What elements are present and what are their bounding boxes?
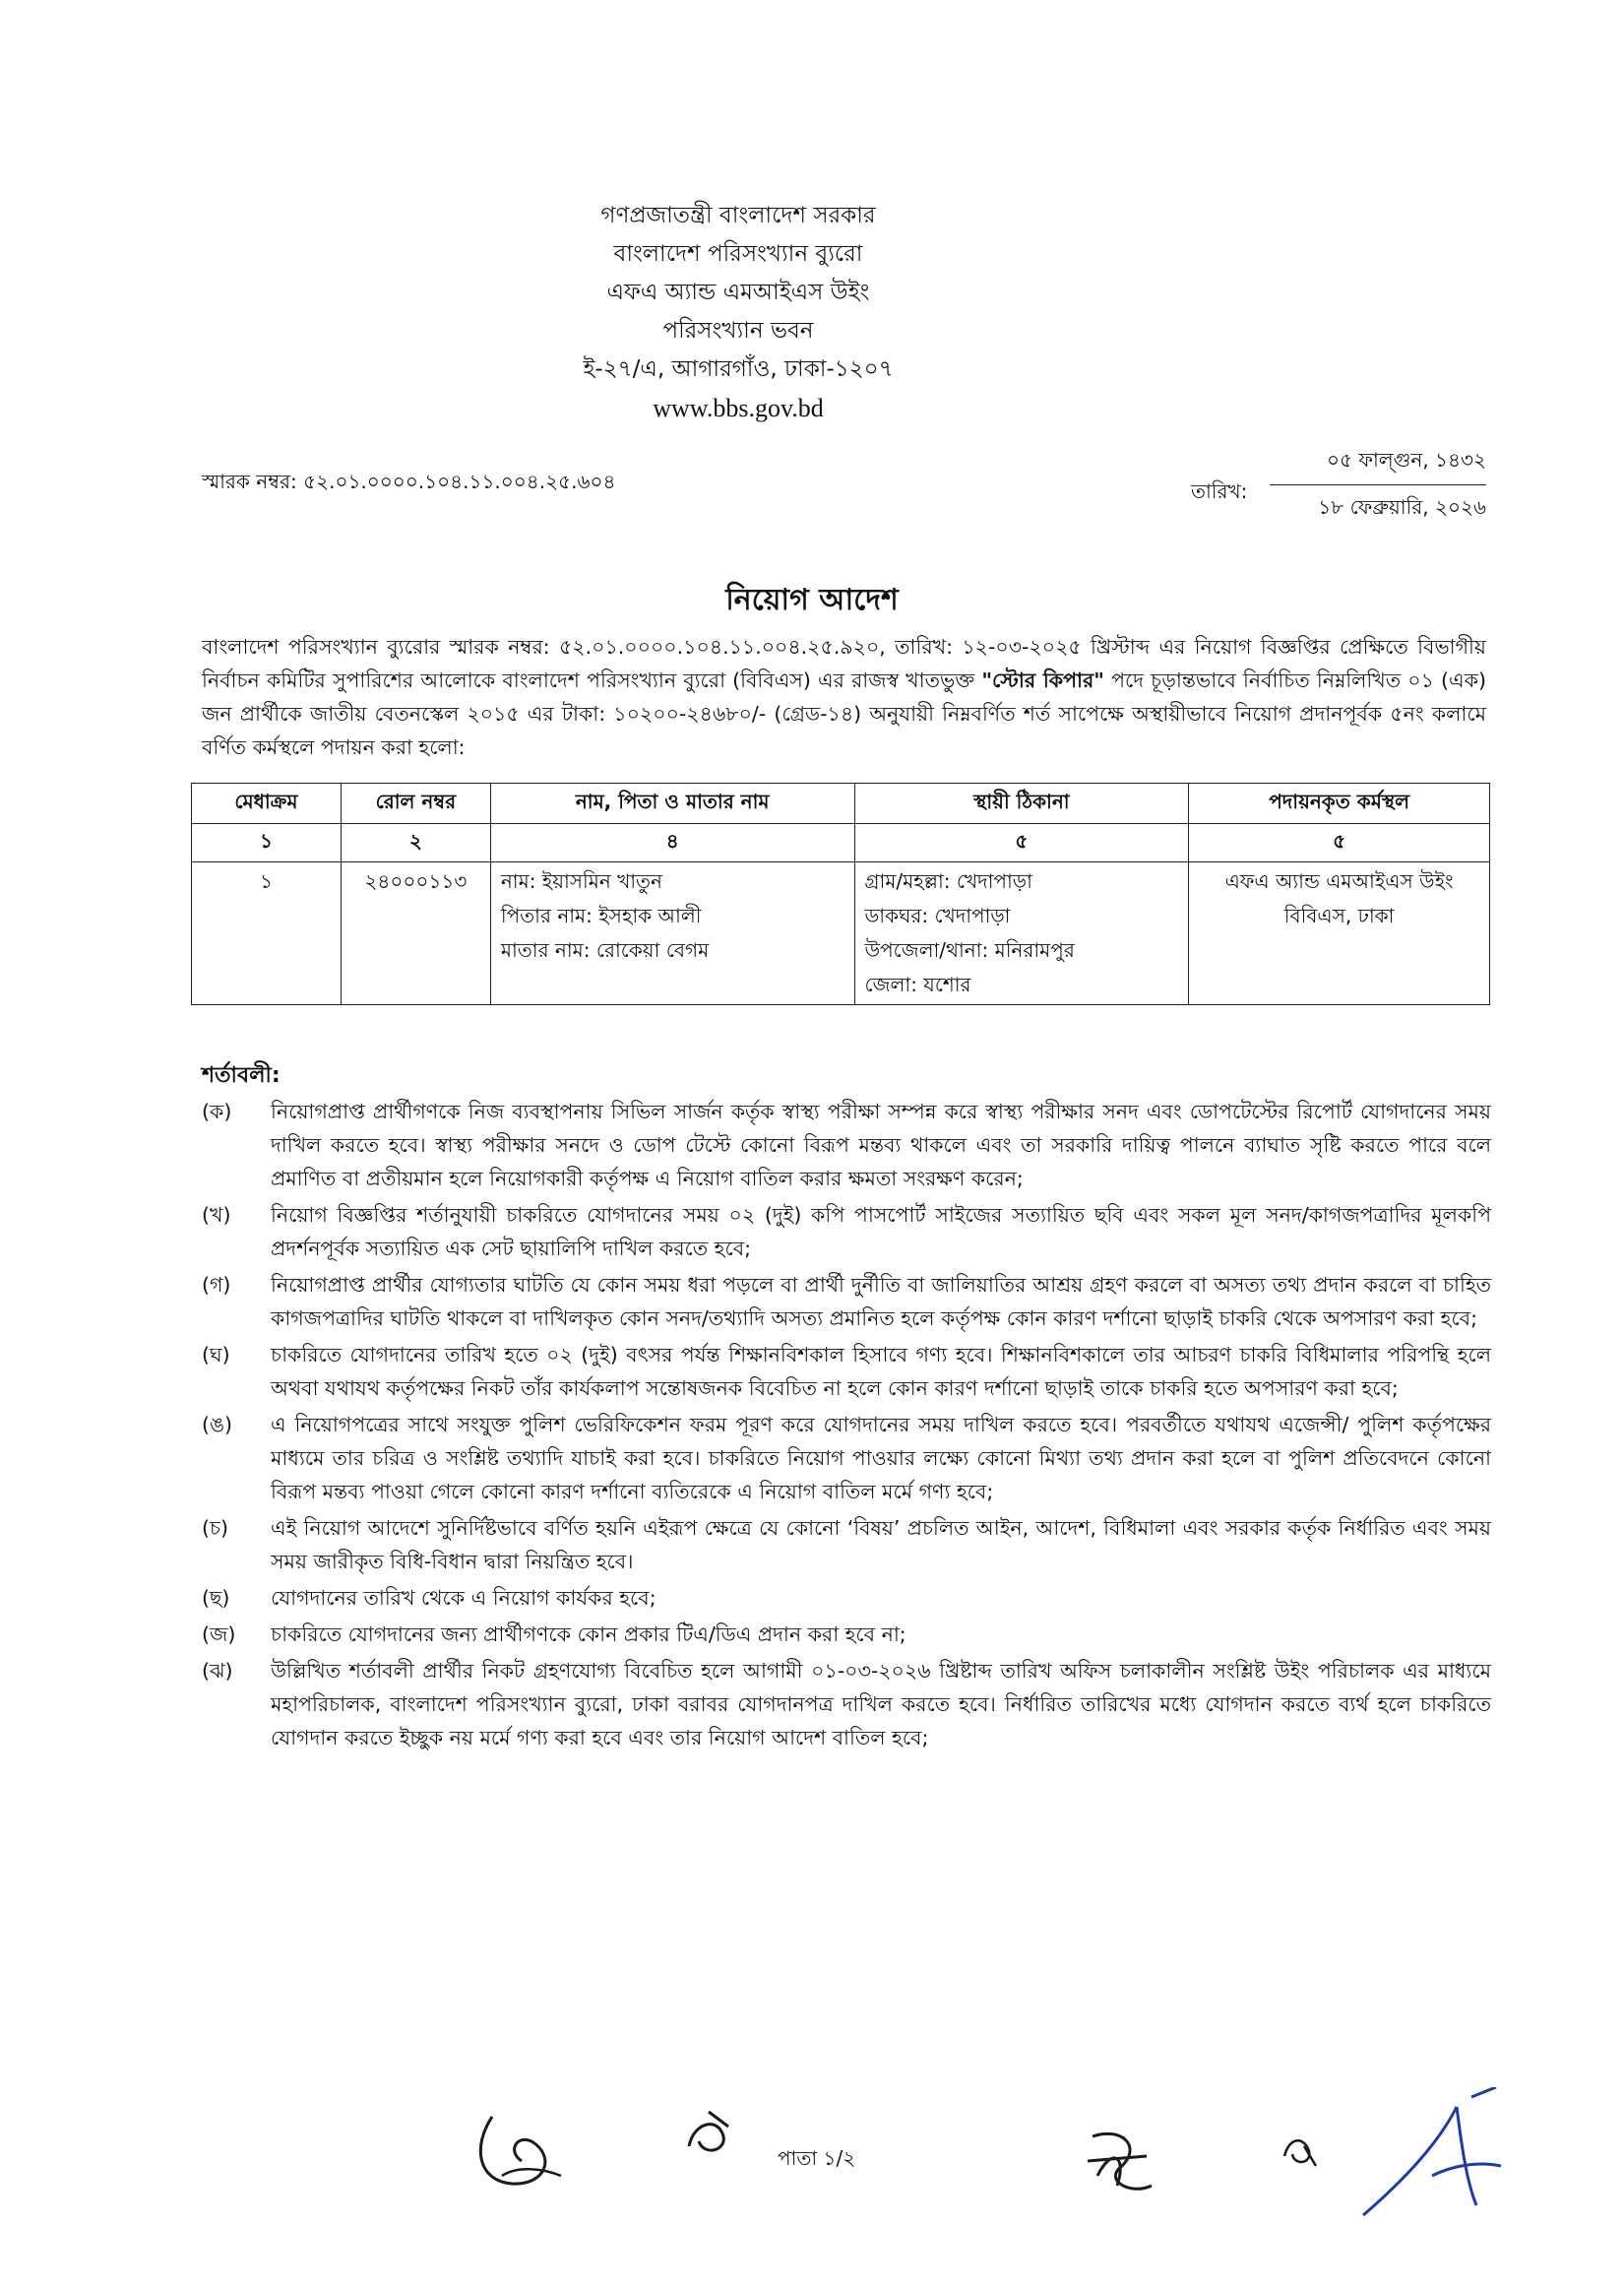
govt-name: গণপ্রজাতন্ত্রী বাংলাদেশ সরকার — [600, 203, 876, 228]
page-number: পাতা ১/২ — [778, 2146, 856, 2170]
condition-item — [202, 1338, 1491, 1405]
condition-item — [202, 1408, 1491, 1508]
cell-name — [490, 862, 854, 1005]
cell-merit: ১ — [192, 862, 342, 1005]
officer-signature — [1358, 2087, 1506, 2225]
col-number: ৪ — [490, 824, 854, 862]
condition-text: নিয়োগ বিজ্ঞপ্তির শর্তানুযায়ী চাকরিতে যোগদানের সময় ০২ (দুই) কপি পাসপোর্ট সাইজের সত্যায়িত ছবি এবং সকল মূল সনদ/কাগজপত্রাদির মূলকপি প্রদর্শনপূর্বক সত্যায়িত এক সেট ছায়ালিপি দাখিল করতে হবে; — [271, 1203, 1491, 1260]
wing-name: এফএ অ্যান্ড এমআইএস উইং — [606, 280, 870, 305]
column-number-row — [192, 824, 1490, 862]
col-number: ২ — [341, 824, 490, 862]
condition-text: উল্লিখিত শর্তাবলী প্রার্থীর নিকট গ্রহণযোগ্য বিবেচিত হলে আগামী ০১-০৩-২০২৬ খ্রিষ্টাব্দ তারিখ অফিস চলাকালীন সংশ্লিষ্ট উইং পরিচালক এর মাধ্যমে মহাপরিচালক, বাংলাদেশ পরিসংখ্যান ব্যুরো, ঢাকা বরাবর যোগদানপত্র দাখিল করতে হবে। নির্ধারিত তারিখের মধ্যে যোগদান করতে ব্যর্থ হলে চাকরিতে যোগদান করতে ইচ্ছুক নয় মর্মে গণ্য করা হবে এবং তার নিয়োগ আদেশ বাতিল হবে; — [271, 1659, 1491, 1749]
father-name: পিতার নাম: ইসহাক আলী — [500, 904, 702, 927]
table-header-row — [192, 784, 1490, 824]
condition-item — [202, 1095, 1491, 1195]
memo-value: ৫২.০১.০০০০.১০৪.১১.০০৪.২৫.৬০৪ — [303, 470, 616, 493]
cell-workplace — [1189, 862, 1490, 1005]
condition-item — [202, 1198, 1491, 1265]
building-name: পরিসংখ্যান ভবন — [662, 318, 814, 344]
header-roll: রোল নম্বর — [341, 784, 490, 824]
condition-label: (ক) — [202, 1100, 232, 1123]
condition-text: নিয়োগপ্রাপ্ত প্রার্থীর যোগ্যতার ঘাটতি যে কোন সময় ধরা পড়লে বা প্রার্থী দুর্নীতি বা জালিয়াতির আশ্রয় গ্রহণ করলে বা অসত্য তথ্য প্রদান করলে বা চাহিত কাগজপত্রাদির ঘাটতি থাকলে বা দাখিলকৃত কোন সনদ/তথ্যাদি অসত্য প্রমানিত হলে কর্তৃপক্ষ কোন কারণ দর্শানো ছাড়াই চাকরি থেকে অপসারণ করা হবে; — [271, 1273, 1491, 1330]
address: ই-২৭/এ, আগারগাঁও, ঢাকা-১২০৭ — [583, 356, 894, 382]
letterhead — [443, 197, 1033, 427]
intro-part1: বাংলাদেশ পরিসংখ্যান ব্যুরোর স্মারক নম্বর: ৫২.০১.০০০০.১০৪.১১.০০৪.২৫.৯২০, তারিখ: ১২-০৩-২০২৫ খ্রিস্টাব্দ এর নিয়োগ বিজ্ঞপ্তির প্রেক্ষিতে বিভাগীয় নির্বাচন কমিটির সুপারিশের আলোকে বাংলাদেশ পরিসংখ্যান ব্যুরো (বিবিএস) এর রাজস্ব খাতভুক্ত — [202, 635, 1486, 692]
header-workplace: পদায়নকৃত কর্মস্থল — [1189, 784, 1490, 824]
condition-label: (চ) — [202, 1516, 229, 1540]
address-district: জেলা: যশোর — [864, 973, 971, 996]
workplace-line2: বিবিএস, ঢাকা — [1283, 904, 1395, 927]
condition-label: (ঝ) — [202, 1659, 233, 1683]
cell-address — [854, 862, 1189, 1005]
condition-text: চাকরিতে যোগদানের তারিখ হতে ০২ (দুই) বৎসর পর্যন্ত শিক্ষানবিশকাল হিসাবে গণ্য হবে। শিক্ষানবিশকালে তার আচরণ চাকরি বিধিমালার পরিপন্থি হলে অথবা যথাযথ কর্তৃপক্ষের নিকট তাঁর কার্যকলাপ সন্তোষজনক বিবেচিত না হলে কোন কারণ দর্শানো ছাড়াই তাকে চাকরি হতে অপসারণ করা হবে; — [271, 1343, 1491, 1400]
condition-text: চাকরিতে যোগদানের জন্য প্রার্থীগণকে কোন প্রকার টিএ/ডিএ প্রদান করা হবে না; — [271, 1622, 906, 1646]
condition-text: নিয়োগপ্রাপ্ত প্রার্থীগণকে নিজ ব্যবস্থাপনায় সিভিল সার্জন কর্তৃক স্বাস্থ্য পরীক্ষা সম্পন্ন করে স্বাস্থ্য পরীক্ষার সনদ এবং ডোপটেস্টের রিপোর্ট যোগদানের সময় দাখিল করতে হবে। স্বাস্থ্য পরীক্ষার সনদে ও ডোপ টেস্টে কোনো বিরূপ মন্তব্য থাকলে এবং তা সরকারি দায়িত্ব পালনে ব্যাঘাত সৃষ্টি করতে পারে বলে প্রমাণিত বা প্রতীয়মান হলে নিয়োগকারী কর্তৃপক্ষ এ নিয়োগ বাতিল করার ক্ষমতা সংরক্ষণ করেন; — [271, 1100, 1491, 1190]
page-title: নিয়োগ আদেশ — [725, 583, 899, 617]
memo-label: স্মারক নম্বর: — [202, 470, 297, 493]
intro-part2: পদে চূড়ান্তভাবে নির্বাচিত নিম্নলিখিত ০১ (এক) জন প্রার্থীকে জাতীয় বেতনস্কেল ২০১৫ এর টাকা: ১০২০০-২৪৬৮০/- (গ্রেড-১৪) অনুযায়ী নিম্নবর্ণিত শর্ত সাপেক্ষে অস্থায়ীভাবে নিয়োগ প্রদানপূর্বক ৫নং কলামে বর্ণিত কর্মস্থলে পদায়ন করা হলো: — [202, 668, 1486, 759]
candidate-name: নাম: ইয়াসমিন খাতুন — [500, 869, 662, 893]
condition-label: (ঙ) — [202, 1413, 233, 1436]
date-label: তারিখ: — [1191, 479, 1248, 503]
workplace-line1: এফএ অ্যান্ড এমআইএস উইং — [1224, 869, 1454, 893]
header-name: নাম, পিতা ও মাতার নাম — [490, 784, 854, 824]
address-post: ডাকঘর: খেদাপাড়া — [864, 904, 1011, 927]
condition-item — [202, 1654, 1491, 1754]
initial-signature-3 — [1073, 2117, 1161, 2205]
bureau-name: বাংলাদেশ পরিসংখ্যান ব্যুরো — [613, 241, 863, 267]
condition-label: (গ) — [202, 1273, 231, 1297]
header-address: স্থায়ী ঠিকানা — [854, 784, 1189, 824]
condition-item — [202, 1618, 1491, 1651]
col-number: ১ — [192, 824, 342, 862]
website-link[interactable]: www.bbs.gov.bd — [653, 394, 824, 422]
condition-label: (খ) — [202, 1203, 231, 1227]
table-row — [192, 862, 1490, 1005]
condition-item — [202, 1511, 1491, 1578]
post-name: "স্টোর কিপার" — [981, 668, 1104, 692]
memo-number — [202, 468, 615, 500]
col-number: ৫ — [854, 824, 1189, 862]
cell-roll: ২৪০০০১১৩ — [341, 862, 490, 1005]
condition-label: (ঘ) — [202, 1343, 230, 1367]
appointment-table — [191, 783, 1490, 1005]
condition-text: এ নিয়োগপত্রের সাথে সংযুক্ত পুলিশ ভেরিফিকেশন ফরম পূরণ করে যোগদানের সময় দাখিল করতে হবে। পরবর্তীতে যথাযথ এজেন্সী/ পুলিশ কর্তৃপক্ষের মাধ্যমে তার চরিত্র ও সংশ্লিষ্ট তথ্যাদি যাচাই করা হবে। চাকরিতে নিয়োগ পাওয়ার লক্ষ্যে কোনো মিথ্যা তথ্য প্রদান করা হলে বা পুলিশ প্রতিবেদনে কোনো বিরূপ মন্তব্য পাওয়া গেলে কোনো কারণ দর্শানো ব্যতিরেকে এ নিয়োগ বাতিল মর্মে গণ্য হবে; — [271, 1413, 1491, 1503]
conditions-heading: শর্তাবলী: — [202, 1063, 281, 1088]
conditions-list — [202, 1095, 1491, 1757]
condition-label: (জ) — [202, 1622, 236, 1646]
intro-paragraph — [202, 630, 1486, 764]
condition-label: (ছ) — [202, 1586, 230, 1610]
date-block — [1270, 446, 1486, 526]
col-number: ৫ — [1189, 824, 1490, 862]
initial-signature-2 — [679, 2107, 738, 2166]
date-bangla: ০৫ ফাল্গুন, ১৪৩২ — [1270, 446, 1486, 485]
address-upazila: উপজেলা/থানা: মনিরামপুর — [864, 938, 1075, 962]
initial-signature-1 — [463, 2107, 571, 2195]
condition-text: যোগদানের তারিখ থেকে এ নিয়োগ কার্যকর হবে; — [271, 1586, 656, 1610]
condition-text: এই নিয়োগ আদেশে সুনির্দিষ্টভাবে বর্ণিত হয়নি এইরূপ ক্ষেত্রে যে কোনো ‘বিষয়’ প্রচলিত আইন, আদেশ, বিধিমালা এবং সরকার কর্তৃক নির্ধারিত এবং সময় সময় জারীকৃত বিধি-বিধান দ্বারা নিয়ন্ত্রিত হবে। — [271, 1516, 1491, 1573]
mother-name: মাতার নাম: রোকেয়া বেগম — [500, 938, 710, 962]
condition-item — [202, 1268, 1491, 1335]
date-gregorian: ১৮ ফেব্রুয়ারি, ২০২৬ — [1318, 495, 1486, 519]
address-village: গ্রাম/মহল্লা: খেদাপাড়া — [864, 869, 1032, 893]
initial-signature-4 — [1275, 2127, 1324, 2176]
header-merit: মেধাক্রম — [192, 784, 342, 824]
condition-item — [202, 1581, 1491, 1615]
